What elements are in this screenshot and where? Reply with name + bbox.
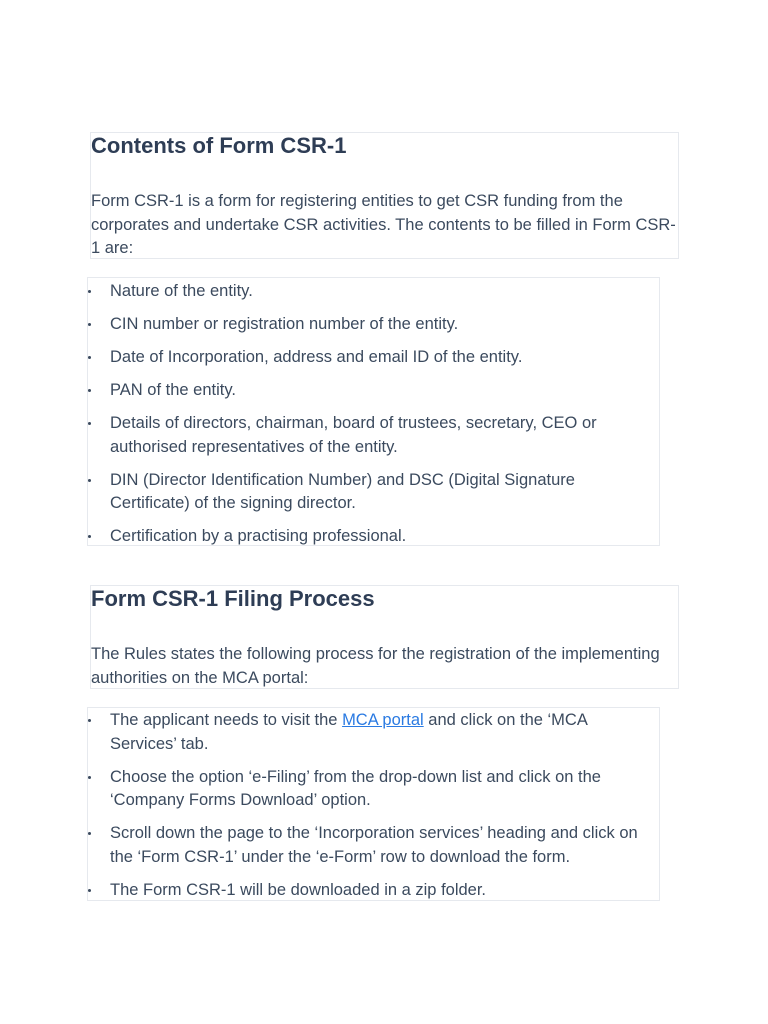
list-item: Nature of the entity.: [88, 280, 648, 304]
contents-list: [88, 280, 648, 549]
bullet-icon: [88, 719, 91, 722]
bullet-icon: [88, 389, 91, 392]
bullet-icon: [88, 889, 91, 892]
section-filing-header: [90, 585, 679, 689]
mca-portal-link[interactable]: MCA portal: [342, 711, 424, 729]
list-item: CIN number or registration number of the entity.: [88, 313, 648, 337]
list-item: Scroll down the page to the ‘Incorporation services’ heading and click on the ‘Form CSR-1’ under the ‘e-Form’ row to download the form.: [88, 822, 653, 869]
filing-steps-box: [87, 707, 660, 901]
contents-list-box: [87, 277, 660, 546]
bullet-icon: [88, 535, 91, 538]
bullet-icon: [88, 422, 91, 425]
section-title: Contents of Form CSR-1: [91, 133, 347, 158]
list-item: Date of Incorporation, address and email ID of the entity.: [88, 346, 648, 370]
section-title: Form CSR-1 Filing Process: [91, 586, 375, 611]
section-intro: Form CSR-1 is a form for registering entities to get CSR funding from the corporates and undertake CSR activities. The contents to be filled in Form CSR-1 are:: [91, 192, 676, 257]
bullet-icon: [88, 479, 91, 482]
list-item: PAN of the entity.: [88, 379, 648, 403]
section-intro: The Rules states the following process for the registration of the implementing authorities on the MCA portal:: [91, 645, 660, 687]
section-contents-header: [90, 132, 679, 259]
list-item: DIN (Director Identification Number) and DSC (Digital Signature Certificate) of the signing director.: [88, 469, 648, 516]
list-item: The applicant needs to visit the MCA portal and click on the ‘MCA Services’ tab.: [88, 709, 653, 756]
list-item: The Form CSR-1 will be downloaded in a zip folder.: [88, 879, 653, 903]
bullet-icon: [88, 776, 91, 779]
list-item: Details of directors, chairman, board of trustees, secretary, CEO or authorised representatives of the entity.: [88, 412, 648, 459]
list-item: Certification by a practising professional.: [88, 525, 648, 549]
bullet-icon: [88, 356, 91, 359]
bullet-icon: [88, 832, 91, 835]
list-item: Choose the option ‘e-Filing’ from the drop-down list and click on the ‘Company Forms Download’ option.: [88, 766, 653, 813]
bullet-icon: [88, 290, 91, 293]
bullet-icon: [88, 323, 91, 326]
filing-steps-list: [88, 709, 653, 902]
